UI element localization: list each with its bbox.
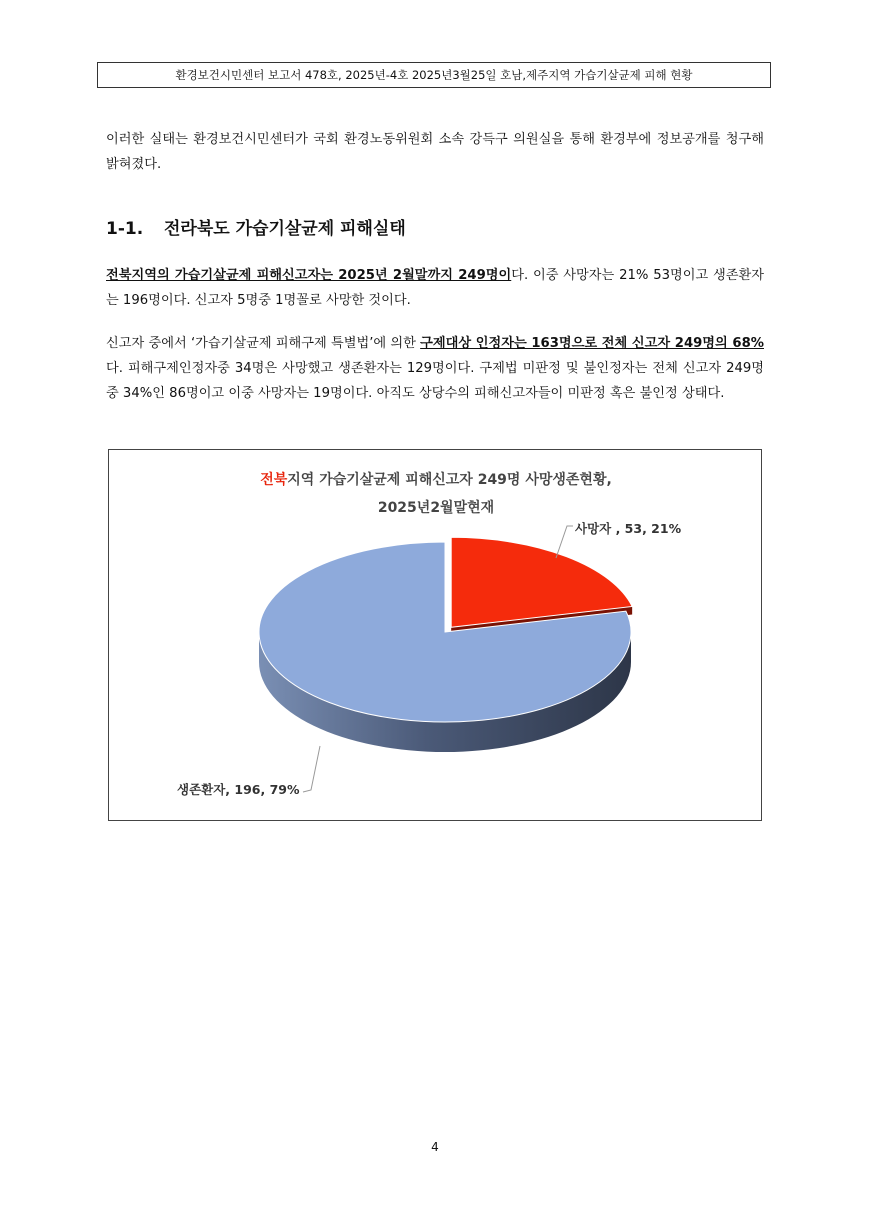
paragraph-1-rest: 다. 이중 사망자는 21% 53명이고 생존환자는 196명이다. 신고자 5명중 1명꼴로 사망한 것이다. <box>106 268 764 308</box>
paragraph-2-lead: 신고자 중에서 ‘가습기살균제 피해구제 특별법’에 의한 <box>106 336 421 351</box>
chart-title-accent: 전북 <box>260 472 288 488</box>
chart-subtitle: 2025년2월말현재 <box>377 500 495 516</box>
paragraph-1 <box>106 263 764 313</box>
section-heading <box>106 214 406 239</box>
leader-line-survivors <box>303 746 320 792</box>
section-number: 1-1. <box>106 219 144 239</box>
pie-graphic <box>109 450 763 822</box>
slice-label-survivors: 생존환자, 196, 79% <box>177 782 300 797</box>
report-header: 환경보건시민센터 보고서 478호, 2025년-4호 2025년3월25일 호남,제주지역 가습기살균제 피해 현황 <box>97 62 771 88</box>
chart-title-rest: 지역 가습기살균제 피해신고자 249명 사망생존현황, <box>287 472 612 488</box>
paragraph-1-highlight: 전북지역의 가습기살균제 피해신고자는 2025년 2월말까지 249명이 <box>106 268 512 283</box>
pie-chart <box>108 449 762 821</box>
slice-label-deaths: 사망자 , 53, 21% <box>575 521 682 536</box>
paragraph-2-highlight: 구제대상 인정자는 163명으로 전체 신고자 249명의 68% <box>420 336 764 351</box>
paragraph-2 <box>106 331 764 406</box>
paragraph-2-rest: 다. 피해구제인정자중 34명은 사망했고 생존환자는 129명이다. 구제법 미판정 및 불인정자는 전체 신고자 249명중 34%인 86명이고 이중 사망자는 19명이다. 아직도 상당수의 피해신고자들이 미판정 혹은 불인정 상태다. <box>106 361 764 401</box>
page-number: 4 <box>431 1140 439 1154</box>
section-title: 전라북도 가습기살균제 피해실태 <box>164 219 406 239</box>
leader-line-deaths <box>556 526 573 558</box>
intro-paragraph: 이러한 실태는 환경보건시민센터가 국회 환경노동위원회 소속 강득구 의원실을 통해 환경부에 정보공개를 청구해 밝혀졌다. <box>106 132 764 172</box>
